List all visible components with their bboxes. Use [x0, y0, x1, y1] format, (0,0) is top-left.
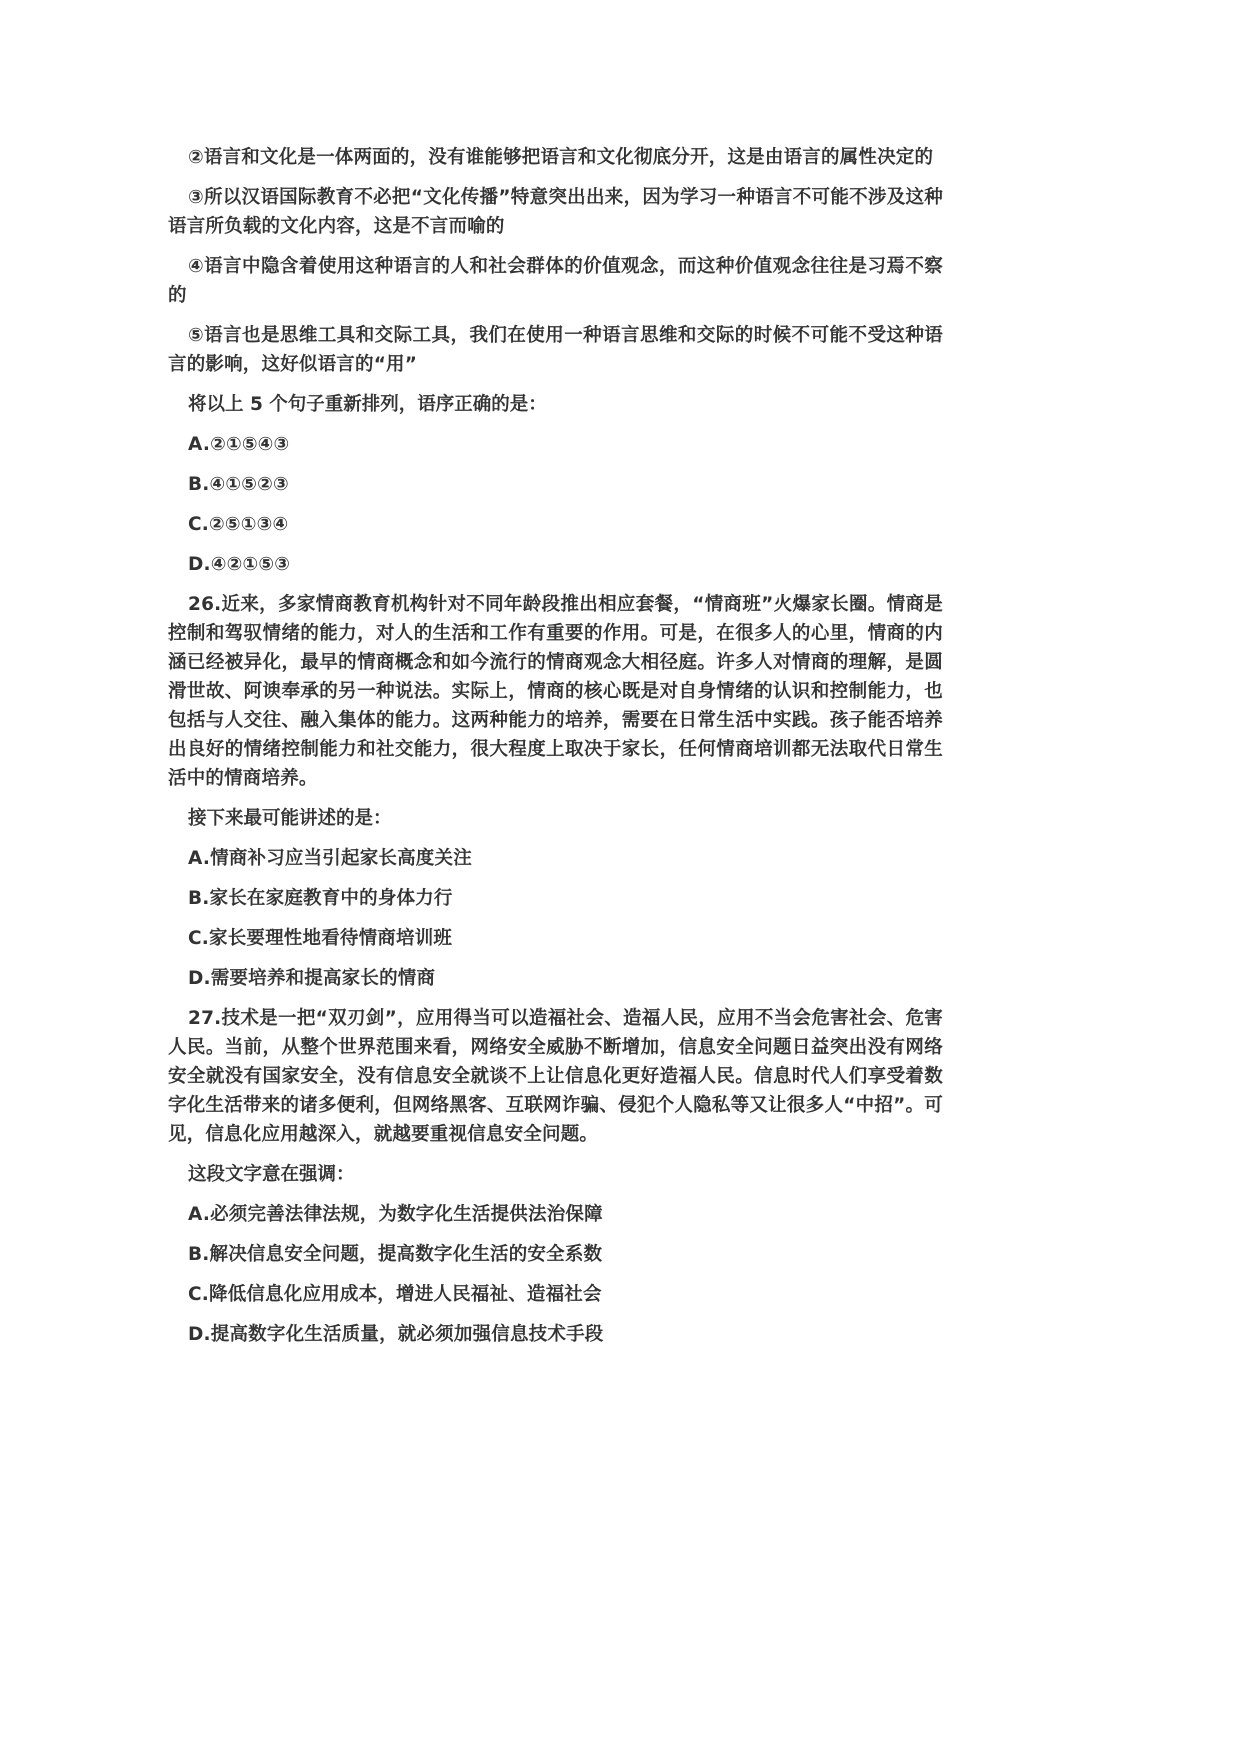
- sentence-2: ②语言和文化是一体两面的，没有谁能够把语言和文化彻底分开，这是由语言的属性决定的: [188, 147, 934, 168]
- question-27-option-b: B.解决信息安全问题，提高数字化生活的安全系数: [188, 1244, 603, 1265]
- question-27-option-c: C.降低信息化应用成本，增进人民福祉、造福社会: [188, 1284, 602, 1305]
- question-26-option-a: A.情商补习应当引起家长高度关注: [188, 848, 472, 869]
- question-27-option-a: A.必须完善法律法规，为数字化生活提供法治保障: [188, 1204, 603, 1225]
- question-26-passage: 26.近来，多家情商教育机构针对不同年龄段推出相应套餐，“情商班”火爆家长圈。情商是控制和驾驭情绪的能力，对人的生活和工作有重要的作用。可是，在很多人的心里，情商的内涵已经被异化，最早的情商概念和如今流行的情商观念大相径庭。许多人对情商的理解，是圆滑世故、阿谀奉承的另一种说法。实际上，情商的核心既是对自身情绪的认识和控制能力，也包括与人交往、融入集体的能力。这两种能力的培养，需要在日常生活中实践。孩子能否培养出良好的情绪控制能力和社交能力，很大程度上取决于家长，任何情商培训都无法取代日常生活中的情商培养。: [168, 594, 943, 789]
- question-26-block: [168, 590, 943, 993]
- question-26-option-c: C.家长要理性地看待情商培训班: [188, 928, 453, 949]
- question-25-block: [168, 143, 943, 579]
- question-27-stem: 这段文字意在强调：: [188, 1164, 355, 1185]
- question-27-passage: 27.技术是一把“双刃剑”，应用得当可以造福社会、造福人民，应用不当会危害社会、危害人民。当前，从整个世界范围来看，网络安全威胁不断增加，信息安全问题日益突出没有网络安全就没有国家安全，没有信息安全就谈不上让信息化更好造福人民。信息时代人们享受着数字化生活带来的诸多便利，但网络黑客、互联网诈骗、侵犯个人隐私等又让很多人“中招”。可见，信息化应用越深入，就越要重视信息安全问题。: [168, 1008, 943, 1145]
- question-26-option-d: D.需要培养和提高家长的情商: [188, 968, 436, 989]
- question-26-option-b: B.家长在家庭教育中的身体力行: [188, 888, 453, 909]
- question-25-option-c: C.②⑤①③④: [188, 514, 289, 535]
- question-25-option-d: D.④②①⑤③: [188, 554, 291, 575]
- question-25-stem: 将以上 5 个句子重新排列，语序正确的是：: [188, 394, 547, 415]
- sentence-4: ④语言中隐含着使用这种语言的人和社会群体的价值观念，而这种价值观念往往是习焉不察的: [168, 256, 943, 306]
- question-26-stem: 接下来最可能讲述的是：: [188, 808, 392, 829]
- sentence-5: ⑤语言也是思维工具和交际工具，我们在使用一种语言思维和交际的时候不可能不受这种语言的影响，这好似语言的“用”: [168, 325, 943, 375]
- question-25-option-a: A.②①⑤④③: [188, 434, 290, 455]
- question-27-option-d: D.提高数字化生活质量，就必须加强信息技术手段: [188, 1324, 604, 1345]
- question-27-block: [168, 1004, 943, 1349]
- sentence-3: ③所以汉语国际教育不必把“文化传播”特意突出出来，因为学习一种语言不可能不涉及这种语言所负载的文化内容，这是不言而喻的: [168, 187, 943, 237]
- document-page: [168, 143, 943, 1360]
- question-25-option-b: B.④①⑤②③: [188, 474, 289, 495]
